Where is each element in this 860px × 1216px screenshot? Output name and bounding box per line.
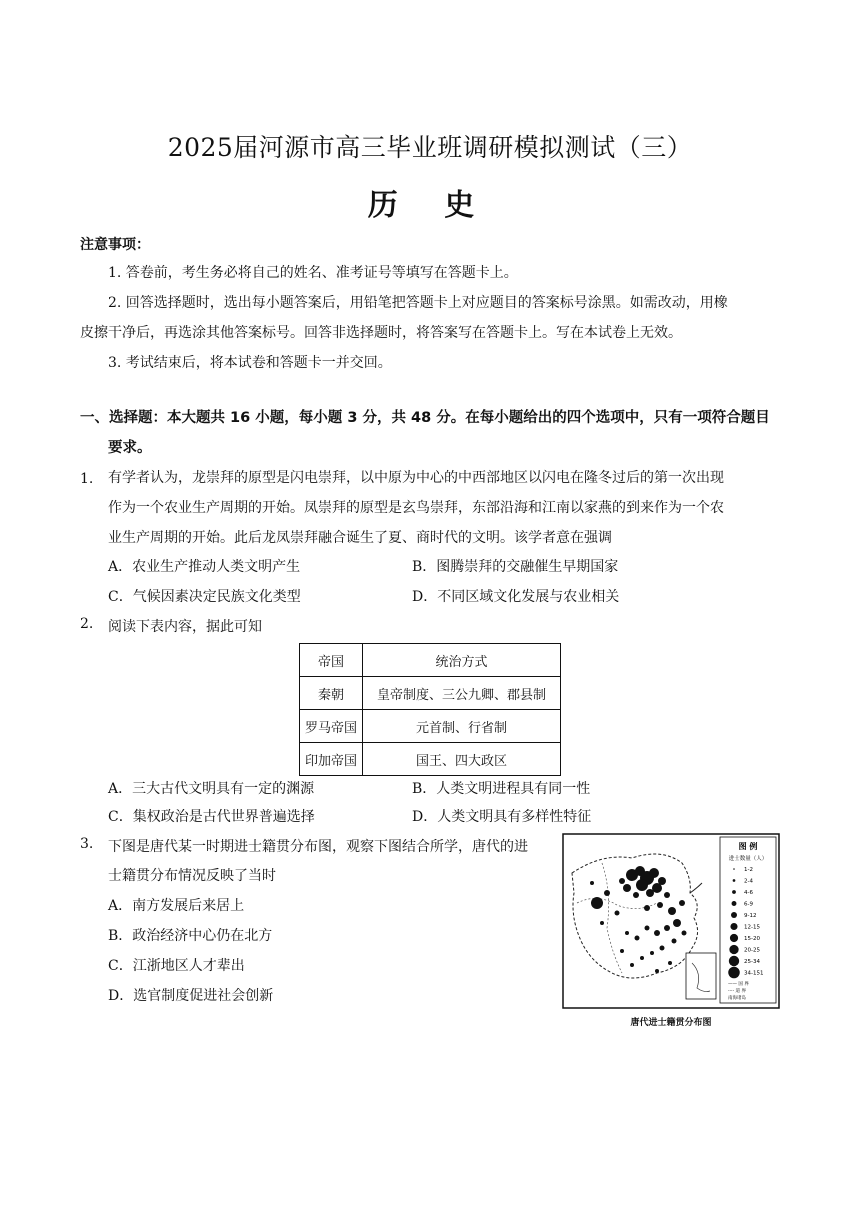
legend-label: 34-151 — [744, 970, 764, 977]
table-row — [300, 743, 561, 776]
table-cell: 皇帝制度、三公九卿、郡县制 — [363, 677, 561, 710]
question-3-option-b: B．政治经济中心仍在北方 — [108, 928, 273, 944]
question-3-number: 3. — [80, 836, 94, 852]
notice-item-3: 3. 考试结束后，将本试卷和答题卡一并交回。 — [108, 355, 392, 371]
map-caption: 唐代进士籍贯分布图 — [630, 1018, 712, 1028]
legend-extra-label: 南海诸岛 — [728, 996, 746, 1001]
question-1-option-d: D．不同区域文化发展与农业相关 — [412, 589, 620, 605]
table-cell: 秦朝 — [300, 677, 363, 710]
table-header-cell: 统治方式 — [363, 644, 561, 677]
question-3-option-c: C．江浙地区人才辈出 — [108, 958, 245, 974]
legend-label: 1-2 — [744, 867, 753, 873]
question-3-option-d: D．选官制度促进社会创新 — [108, 988, 274, 1004]
notice-item-2-line-2: 皮擦干净后，再选涂其他答案标号。回答非选择题时，将答案写在答题卡上。写在本试卷上无效。 — [80, 325, 682, 341]
legend-marker — [732, 901, 737, 906]
question-2-option-a: A．三大古代文明具有一定的渊源 — [108, 781, 315, 797]
question-1-stem — [108, 463, 788, 553]
legend-marker — [730, 923, 737, 930]
question-1-line-1: 有学者认为，龙崇拜的原型是闪电崇拜，以中原为中心的中西部地区以闪电在隆冬过后的第一次出现 — [108, 470, 724, 486]
question-3-option-a: A．南方发展后来居上 — [108, 898, 245, 914]
table-cell: 国王、四大政区 — [363, 743, 561, 776]
legend-marker — [733, 868, 735, 870]
legend-label: 15-20 — [744, 936, 760, 942]
question-1-line-3: 业生产周期的开始。此后龙凤崇拜融合诞生了夏、商时代的文明。该学者意在强调 — [108, 530, 612, 546]
table-row — [300, 644, 561, 677]
legend-marker — [729, 956, 739, 966]
legend-marker — [732, 890, 736, 894]
legend-extra-label: —— 国 界 — [728, 982, 749, 987]
legend-marker — [733, 879, 736, 882]
legend-marker — [731, 912, 737, 918]
exam-title: 2025届河源市高三毕业班调研模拟测试（三） — [167, 133, 693, 162]
question-1-option-a: A．农业生产推动人类文明产生 — [108, 559, 301, 575]
legend-label: 4-6 — [744, 890, 753, 896]
question-1-option-b: B．图腾崇拜的交融催生早期国家 — [412, 559, 619, 575]
legend-label: 9-12 — [744, 913, 757, 919]
notice-item-1: 1. 答卷前，考生务必将自己的姓名、准考证号等填写在答题卡上。 — [108, 265, 518, 281]
legend-marker — [728, 967, 740, 979]
legend-label: 12-15 — [744, 924, 760, 931]
tang-jinshi-map — [562, 833, 780, 1009]
question-2-option-d: D．人类文明具有多样性特征 — [412, 809, 592, 825]
question-2-option-c: C．集权政治是古代世界普遍选择 — [108, 809, 315, 825]
question-3-line-2: 士籍贯分布情况反映了当时 — [108, 868, 276, 884]
section-heading-line-1: 一、选择题：本大题共 16 小题，每小题 3 分，共 48 分。在每小题给出的四个选项中，只有一项符合题目 — [80, 410, 770, 426]
table-cell: 罗马帝国 — [300, 710, 363, 743]
notice-heading: 注意事项： — [80, 237, 150, 253]
legend-marker — [729, 945, 738, 954]
table-row — [300, 677, 561, 710]
question-2-number: 2. — [80, 616, 94, 632]
question-1-number: 1. — [80, 471, 94, 487]
legend-label: 25-34 — [744, 959, 760, 965]
question-3-line-1: 下图是唐代某一时期进士籍贯分布图，观察下图结合所学，唐代的进 — [108, 839, 528, 855]
legend-extra-label: -··- 道 界 — [728, 989, 746, 994]
question-1-option-c: C．气候因素决定民族文化类型 — [108, 589, 301, 605]
table-cell: 印加帝国 — [300, 743, 363, 776]
question-2-option-b: B．人类文明进程具有同一性 — [412, 781, 591, 797]
notice-item-2-line-1: 2. 回答选择题时，选出每小题答案后，用铅笔把答题卡上对应题目的答案标号涂黑。如需改动，用橡 — [108, 295, 728, 311]
section-heading-line-2: 要求。 — [108, 440, 152, 456]
legend-subtitle: 进士数量（人） — [728, 856, 768, 862]
section-heading — [80, 403, 785, 463]
map-graphic — [562, 833, 780, 1009]
legend-marker — [730, 934, 738, 942]
question-2-stem: 阅读下表内容，据此可知 — [108, 619, 262, 635]
legend-label: 20-25 — [744, 947, 760, 954]
legend-title: 图 例 — [738, 842, 758, 851]
table-header-cell: 帝国 — [300, 644, 363, 677]
legend-label: 2-4 — [744, 878, 753, 885]
table-cell: 元首制、行省制 — [363, 710, 561, 743]
table-row — [300, 710, 561, 743]
legend-label: 6-9 — [744, 901, 753, 908]
subject-title: 历 史 — [367, 188, 493, 223]
question-1-line-2: 作为一个农业生产周期的开始。凤崇拜的原型是玄鸟崇拜，东部沿海和江南以家燕的到来作为一个农 — [108, 500, 724, 516]
governance-table — [299, 643, 561, 776]
